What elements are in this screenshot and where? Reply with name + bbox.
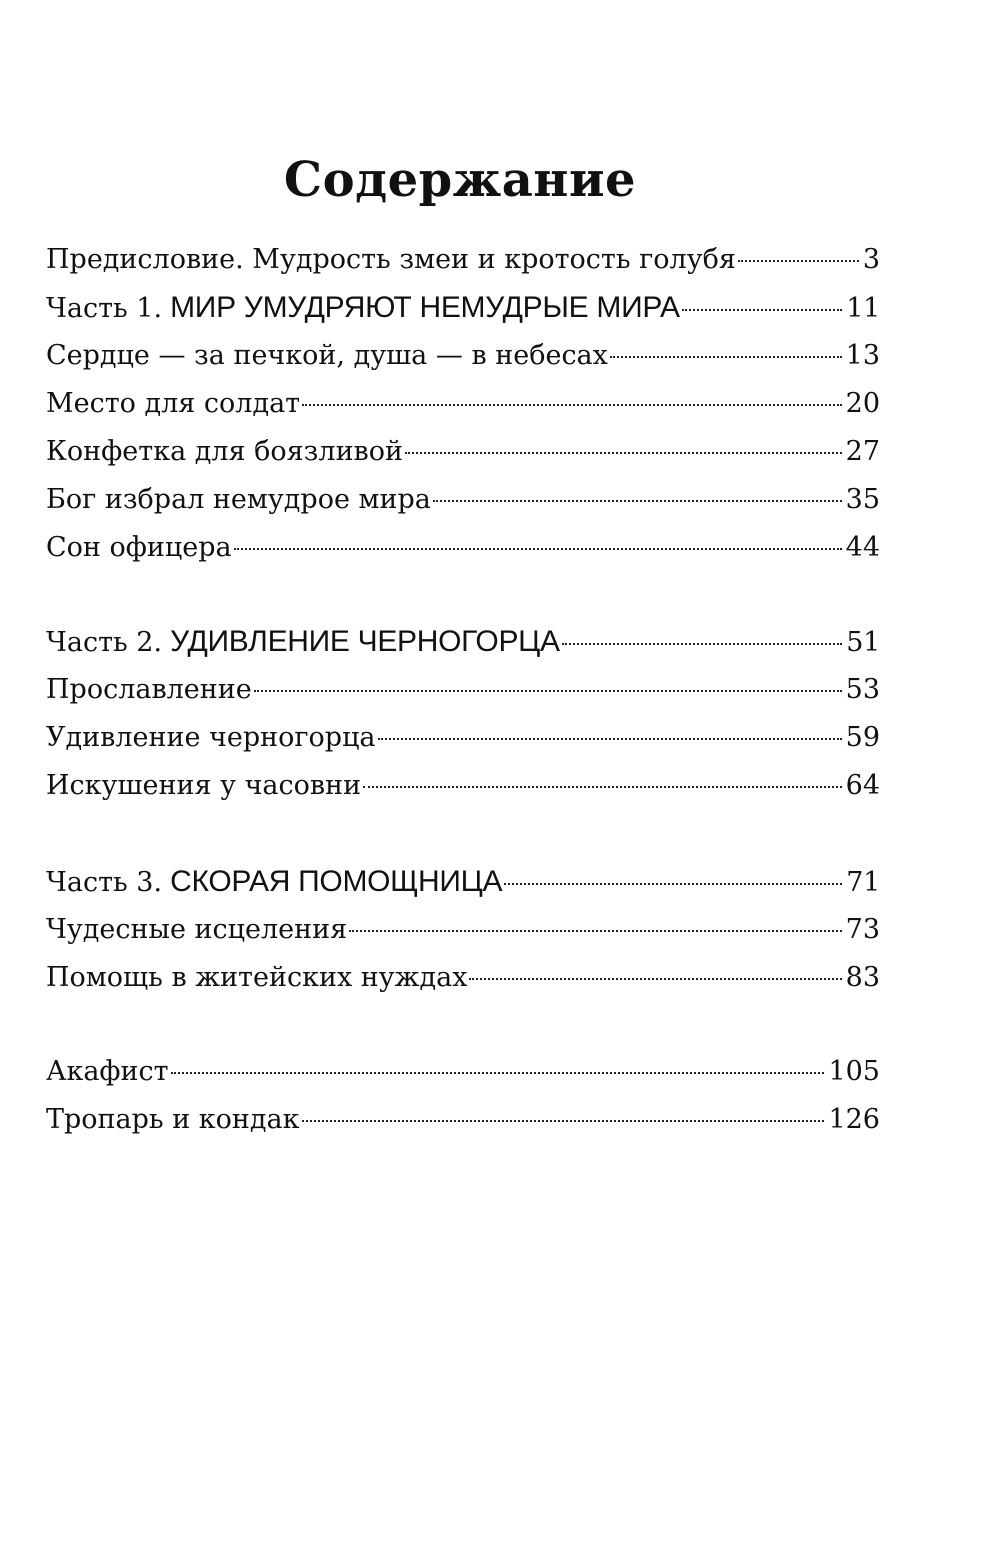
toc-page-number: 64 [845, 770, 880, 801]
dot-leader [349, 930, 842, 932]
dot-leader [469, 978, 841, 980]
dot-leader [405, 452, 842, 454]
dot-leader [234, 548, 842, 550]
toc-part-heading[interactable] [46, 284, 880, 332]
toc-entry-title: Сердце — за печкой, душа — в небесах [46, 340, 608, 371]
toc-entry-title: Прославление [46, 674, 252, 705]
toc-group-part-3 [46, 858, 880, 1002]
toc-page-number: 73 [845, 914, 880, 945]
dot-leader [504, 883, 842, 885]
toc-entry[interactable] [46, 666, 880, 714]
toc-group-part-2 [46, 618, 880, 810]
dot-leader [171, 1072, 825, 1074]
toc-entry[interactable] [46, 524, 880, 572]
toc-page-number: 35 [845, 484, 880, 515]
dot-leader [302, 404, 842, 406]
toc-page-number: 11 [846, 293, 880, 324]
toc-entry[interactable] [46, 1096, 880, 1144]
toc-page-number: 105 [828, 1056, 880, 1087]
toc-entry-title: Тропарь и кондак [46, 1104, 300, 1135]
dot-leader [433, 500, 842, 502]
toc-entry-title: Чудесные исцеления [46, 914, 348, 945]
dot-leader [610, 356, 842, 358]
toc-entry-title: Сон офицера [46, 532, 232, 563]
toc-page-number: 126 [828, 1104, 880, 1135]
toc-entry-title: Часть 2. УДИВЛЕНИЕ ЧЕРНОГОРЦА [46, 625, 560, 658]
dot-leader [378, 738, 842, 740]
dot-leader [302, 1120, 825, 1122]
toc-page-number: 3 [862, 244, 880, 275]
toc-entry-title: Удивление черногорца [46, 722, 376, 753]
dot-leader [738, 260, 859, 262]
toc-page-number: 59 [845, 722, 880, 753]
toc-page-number: 27 [845, 436, 880, 467]
toc-page-number: 20 [845, 388, 880, 419]
toc-entry-title: Бог избрал немудрое мира [46, 484, 431, 515]
toc-page-number: 83 [845, 962, 880, 993]
toc-page-number: 44 [845, 532, 880, 563]
toc-entry[interactable] [46, 954, 880, 1002]
dot-leader [682, 309, 842, 311]
toc-page-number: 53 [845, 674, 880, 705]
page-title: Содержание [283, 152, 637, 209]
toc-entry-title: Акафист [46, 1056, 169, 1087]
toc-entry[interactable] [46, 762, 880, 810]
toc-entry-title: Часть 3. СКОРАЯ ПОМОЩНИЦА [46, 865, 503, 898]
toc-entry[interactable] [46, 476, 880, 524]
toc-page-number: 13 [845, 340, 880, 371]
toc-entry-title: Место для солдат [46, 388, 301, 419]
toc-entry[interactable] [46, 380, 880, 428]
table-of-contents [46, 236, 880, 1144]
toc-entry[interactable] [46, 714, 880, 762]
toc-entry-title: Часть 1. МИР УМУДРЯЮТ НЕМУДРЫЕ МИРА [46, 291, 680, 324]
toc-group-intro-part-1 [46, 236, 880, 572]
toc-entry[interactable] [46, 428, 880, 476]
toc-part-heading[interactable] [46, 858, 880, 906]
toc-entry[interactable] [46, 236, 880, 284]
toc-group-appendix [46, 1048, 880, 1144]
toc-entry-title: Искушения у часовни [46, 770, 362, 801]
toc-entry[interactable] [46, 906, 880, 954]
toc-page-number: 51 [846, 627, 880, 658]
dot-leader [254, 690, 842, 692]
toc-entry-title: Помощь в житейских нуждах [46, 962, 468, 993]
toc-entry-title: Конфетка для боязливой [46, 436, 404, 467]
toc-part-heading[interactable] [46, 618, 880, 666]
toc-page-number: 71 [846, 867, 880, 898]
dot-leader [363, 786, 842, 788]
toc-entry[interactable] [46, 332, 880, 380]
toc-entry-title: Предисловие. Мудрость змеи и кротость голубя [46, 244, 736, 275]
toc-entry[interactable] [46, 1048, 880, 1096]
dot-leader [562, 643, 842, 645]
